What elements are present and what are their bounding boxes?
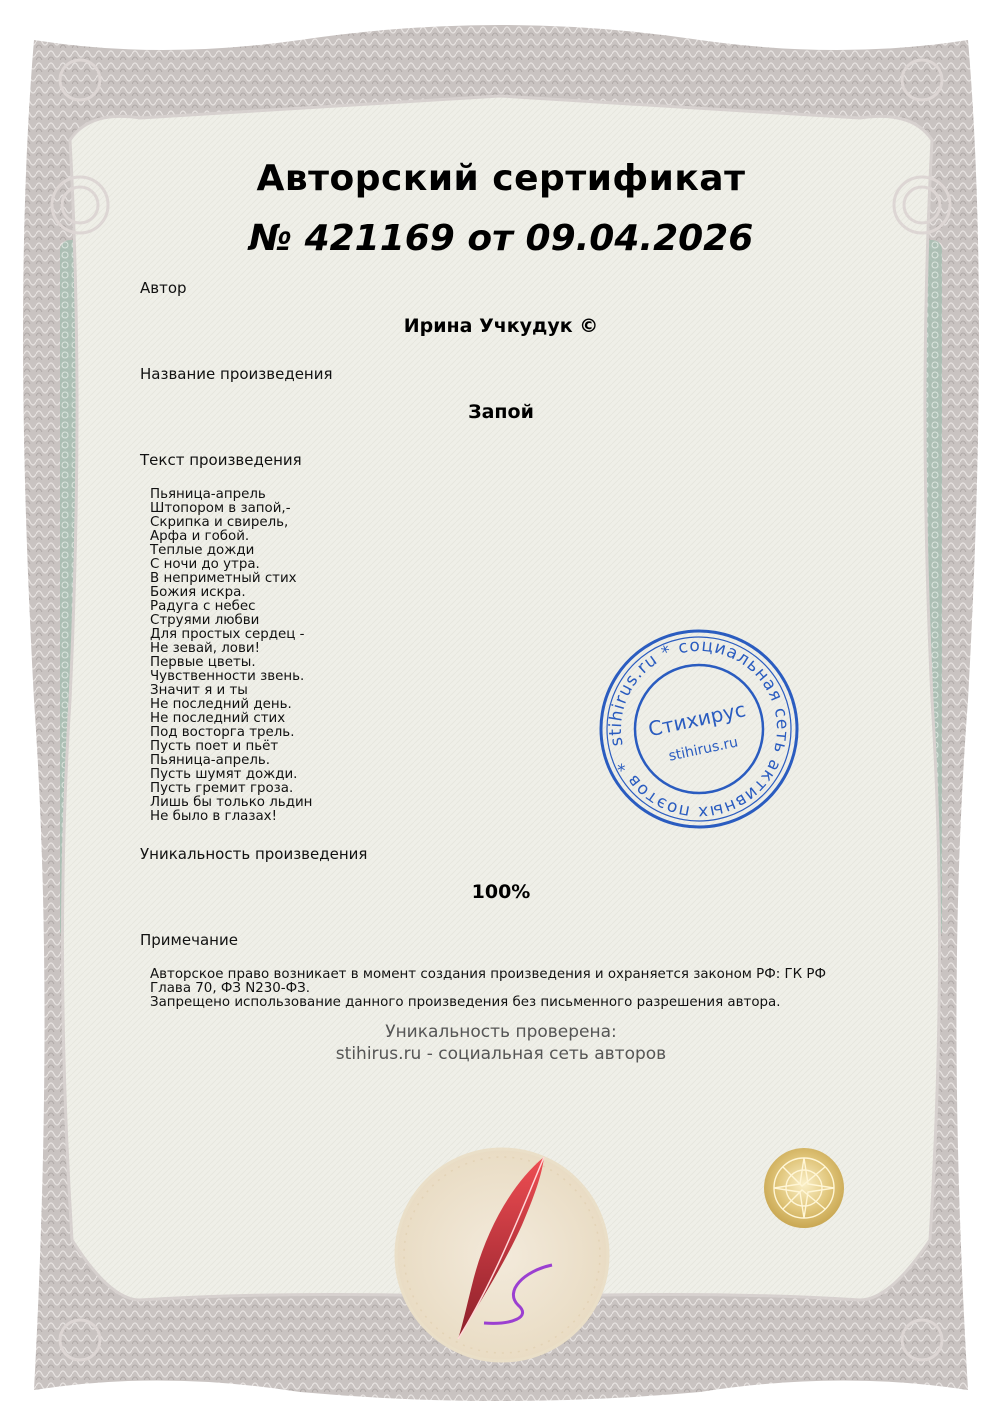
poem-line: Не последний стих	[150, 711, 286, 726]
feather-quill-icon	[392, 1145, 612, 1365]
note-text	[150, 968, 850, 1010]
note-label: Примечание	[140, 931, 238, 949]
poem-line: С ночи до утра.	[150, 557, 260, 572]
poem-line: Божия искра.	[150, 585, 246, 600]
stamp-center-domain: stihirus.ru	[667, 734, 740, 765]
poem-line: Штопором в запой,-	[150, 501, 291, 516]
poem-text	[150, 488, 570, 824]
poem-line: Радуга с небес	[150, 599, 256, 614]
certificate-title: Авторский сертификат	[256, 158, 746, 199]
poem-line: Струями любви	[150, 613, 260, 628]
stamp-seal	[594, 624, 804, 834]
poem-line: Пусть гремит гроза.	[150, 781, 294, 796]
poem-line: Под восторга трель.	[150, 725, 295, 740]
poem-line: Пусть шумят дожди.	[150, 767, 298, 782]
uniqueness-label: Уникальность произведения	[140, 845, 368, 863]
uniqueness-value: 100%	[471, 881, 531, 903]
verification-text	[0, 1021, 1002, 1065]
author-label: Автор	[140, 279, 187, 297]
work-title-label: Название произведения	[140, 365, 333, 383]
note-line: Авторское право возникает в момент создания произведения и охраняется законом РФ: ГК РФ Глава 70, ФЗ N230-ФЗ.	[150, 967, 827, 996]
verification-line: stihirus.ru - социальная сеть авторов	[335, 1044, 667, 1064]
golden-rosette-icon	[762, 1146, 846, 1230]
verification-line: Уникальность проверена:	[385, 1022, 617, 1042]
poem-line: Теплые дожди	[150, 543, 255, 558]
poem-line: Скрипка и свирель,	[150, 515, 289, 530]
author-value: Ирина Учкудук ©	[403, 315, 599, 337]
poem-line: Значит я и ты	[150, 683, 248, 698]
poem-line: Не было в глазах!	[150, 809, 277, 824]
stamp-ring-text: stihirus.ru * социальная сеть активных поэтов *	[605, 635, 793, 823]
poem-line: Пьяница-апрель.	[150, 753, 271, 768]
poem-line: Пьяница-апрель	[150, 487, 266, 502]
poem-line: Лишь бы только льдин	[150, 795, 313, 810]
poem-line: Пусть поет и пьёт	[150, 739, 279, 754]
poem-line: Первые цветы.	[150, 655, 256, 670]
note-line: Запрещено использование данного произведения без письменного разрешения автора.	[150, 995, 781, 1010]
stamp-center-name: Стихирус	[646, 697, 748, 742]
poem-line: В неприметный стих	[150, 571, 297, 586]
work-title-value: Запой	[468, 401, 534, 423]
poem-line: Чувственности звень.	[150, 669, 305, 684]
poem-line: Арфа и гобой.	[150, 529, 250, 544]
poem-line: Не зевай, лови!	[150, 641, 260, 656]
poem-line: Не последний день.	[150, 697, 292, 712]
poem-line: Для простых сердец -	[150, 627, 305, 642]
certificate-number: № 421169 от 09.04.2026	[248, 218, 754, 259]
text-label: Текст произведения	[140, 451, 302, 469]
